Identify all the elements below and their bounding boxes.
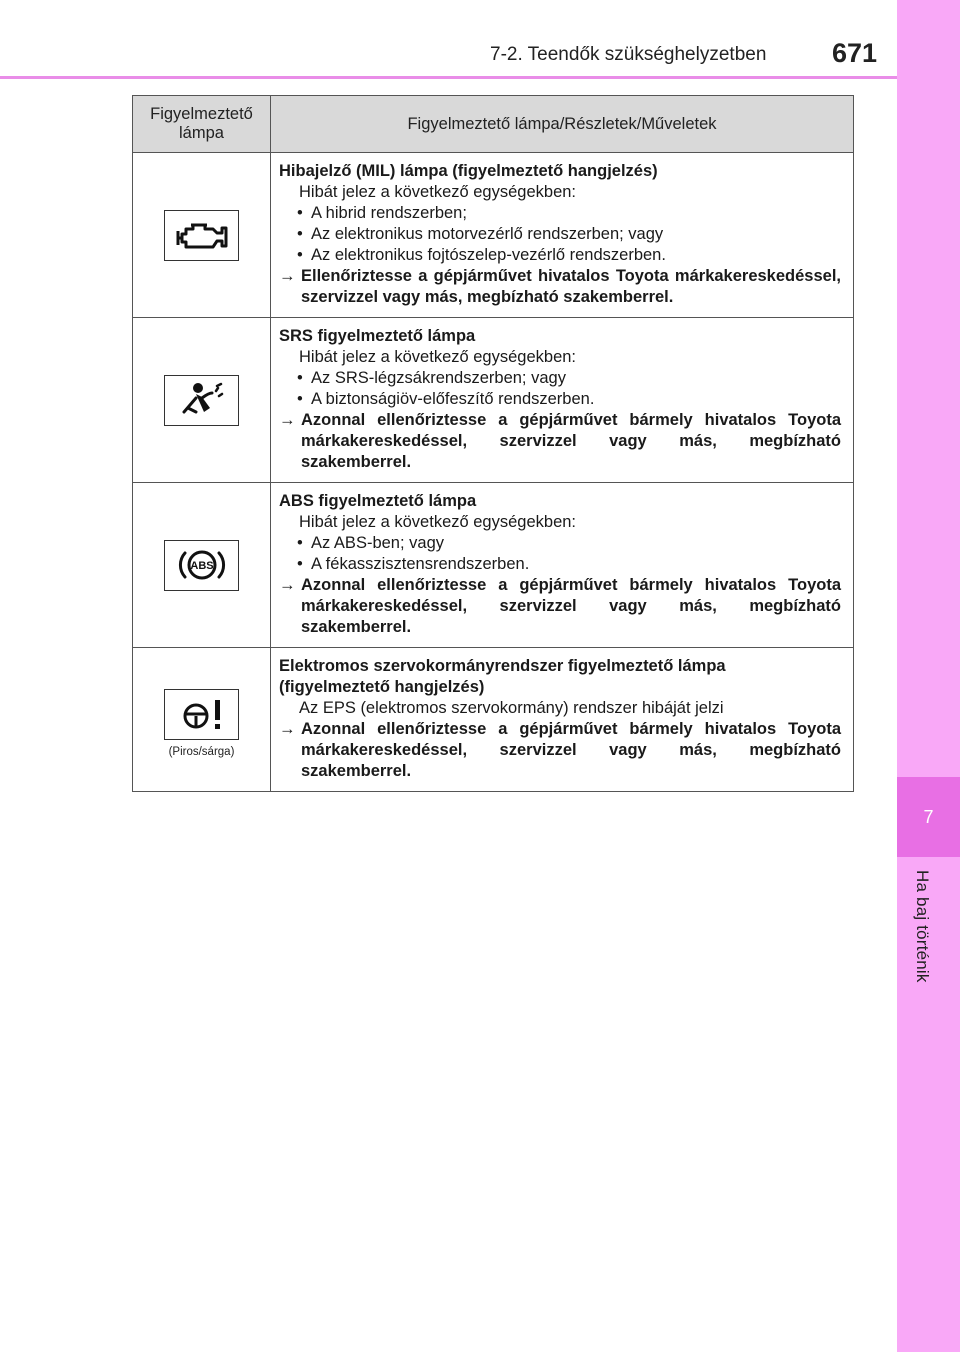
lamp-action: → Azonnal ellenőriztesse a gépjárművet bármely hivatalos Toyota márkakereskedéssel, szervizzel vagy más, megbízható szakemberrel. <box>279 720 841 780</box>
list-item: • Az ABS-ben; vagy <box>297 534 444 552</box>
eps-steering-icon <box>164 689 239 740</box>
arrow-right-icon: → <box>279 267 296 285</box>
page-number: 671 <box>832 38 878 68</box>
lamp-description: Az EPS (elektromos szervokormány) rendszer hibáját jelzi <box>299 699 724 717</box>
list-item: • A hibrid rendszerben; <box>297 204 467 222</box>
table-header-row <box>133 96 854 153</box>
header-divider <box>0 76 897 79</box>
column-header-lamp <box>133 96 271 153</box>
details-cell <box>271 318 854 483</box>
list-item: • A biztonságiöv-előfeszítő rendszerben. <box>297 390 595 408</box>
srs-airbag-icon <box>164 375 239 426</box>
lamp-title: SRS figyelmeztető lámpa <box>279 327 476 345</box>
arrow-right-icon: → <box>279 411 296 429</box>
table-row <box>133 483 854 648</box>
list-item: • A fékasszisztensrendszerben. <box>297 555 530 573</box>
lamp-description: Hibát jelez a következő egységekben: <box>299 513 577 531</box>
details-cell <box>271 153 854 318</box>
lamp-description: Hibát jelez a következő egységekben: <box>299 348 577 366</box>
lamp-cell <box>133 153 271 318</box>
chapter-label: Ha baj történik <box>913 870 932 983</box>
lamp-action: → Azonnal ellenőriztesse a gépjárművet bármely hivatalos Toyota márkakereskedéssel, szervizzel vagy más, megbízható szakemberrel. <box>279 576 841 636</box>
lamp-title: ABS figyelmeztető lámpa <box>279 492 477 510</box>
list-item: • Az SRS-légzsákrendszerben; vagy <box>297 369 566 387</box>
table-row <box>133 153 854 318</box>
table-row <box>133 318 854 483</box>
list-item: • Az elektronikus motorvezérlő rendszerben; vagy <box>297 225 664 243</box>
arrow-right-icon: → <box>279 720 296 738</box>
engine-check-icon <box>164 210 239 261</box>
warning-lights-table <box>132 95 854 792</box>
lamp-description: Hibát jelez a következő egységekben: <box>299 183 577 201</box>
side-tab <box>897 0 960 1352</box>
details-cell <box>271 483 854 648</box>
abs-icon <box>164 540 239 591</box>
lamp-cell <box>133 648 271 792</box>
abs-icon-text: ABS <box>189 560 214 572</box>
column-header-details: Figyelmeztető lámpa/Részletek/Műveletek <box>271 96 854 153</box>
lamp-title: Elektromos szervokormányrendszer figyelmeztető lámpa (figyelmeztető hangjelzés) <box>279 657 726 696</box>
details-cell <box>271 648 854 792</box>
arrow-right-icon: → <box>279 576 296 594</box>
chapter-number: 7 <box>897 777 960 857</box>
lamp-color-caption: (Piros/sárga) <box>168 745 235 758</box>
lamp-title: Hibajelző (MIL) lámpa (figyelmeztető hangjelzés) <box>279 162 658 180</box>
list-item: • Az elektronikus fojtószelep-vezérlő rendszerben. <box>297 246 666 264</box>
column-header-lamp-label: Figyelmeztető lámpa <box>150 105 253 142</box>
lamp-action: → Azonnal ellenőriztesse a gépjárművet bármely hivatalos Toyota márkakereskedéssel, szervizzel vagy más, megbízható szakemberrel. <box>279 411 841 471</box>
lamp-cell <box>133 318 271 483</box>
table-row <box>133 648 854 792</box>
lamp-action: → Ellenőriztesse a gépjárművet hivatalos Toyota márkakereskedéssel, szervizzel vagy más, megbízható szakemberrel. <box>279 267 841 306</box>
section-title: 7-2. Teendők szükséghelyzetben <box>490 44 767 65</box>
lamp-cell <box>133 483 271 648</box>
